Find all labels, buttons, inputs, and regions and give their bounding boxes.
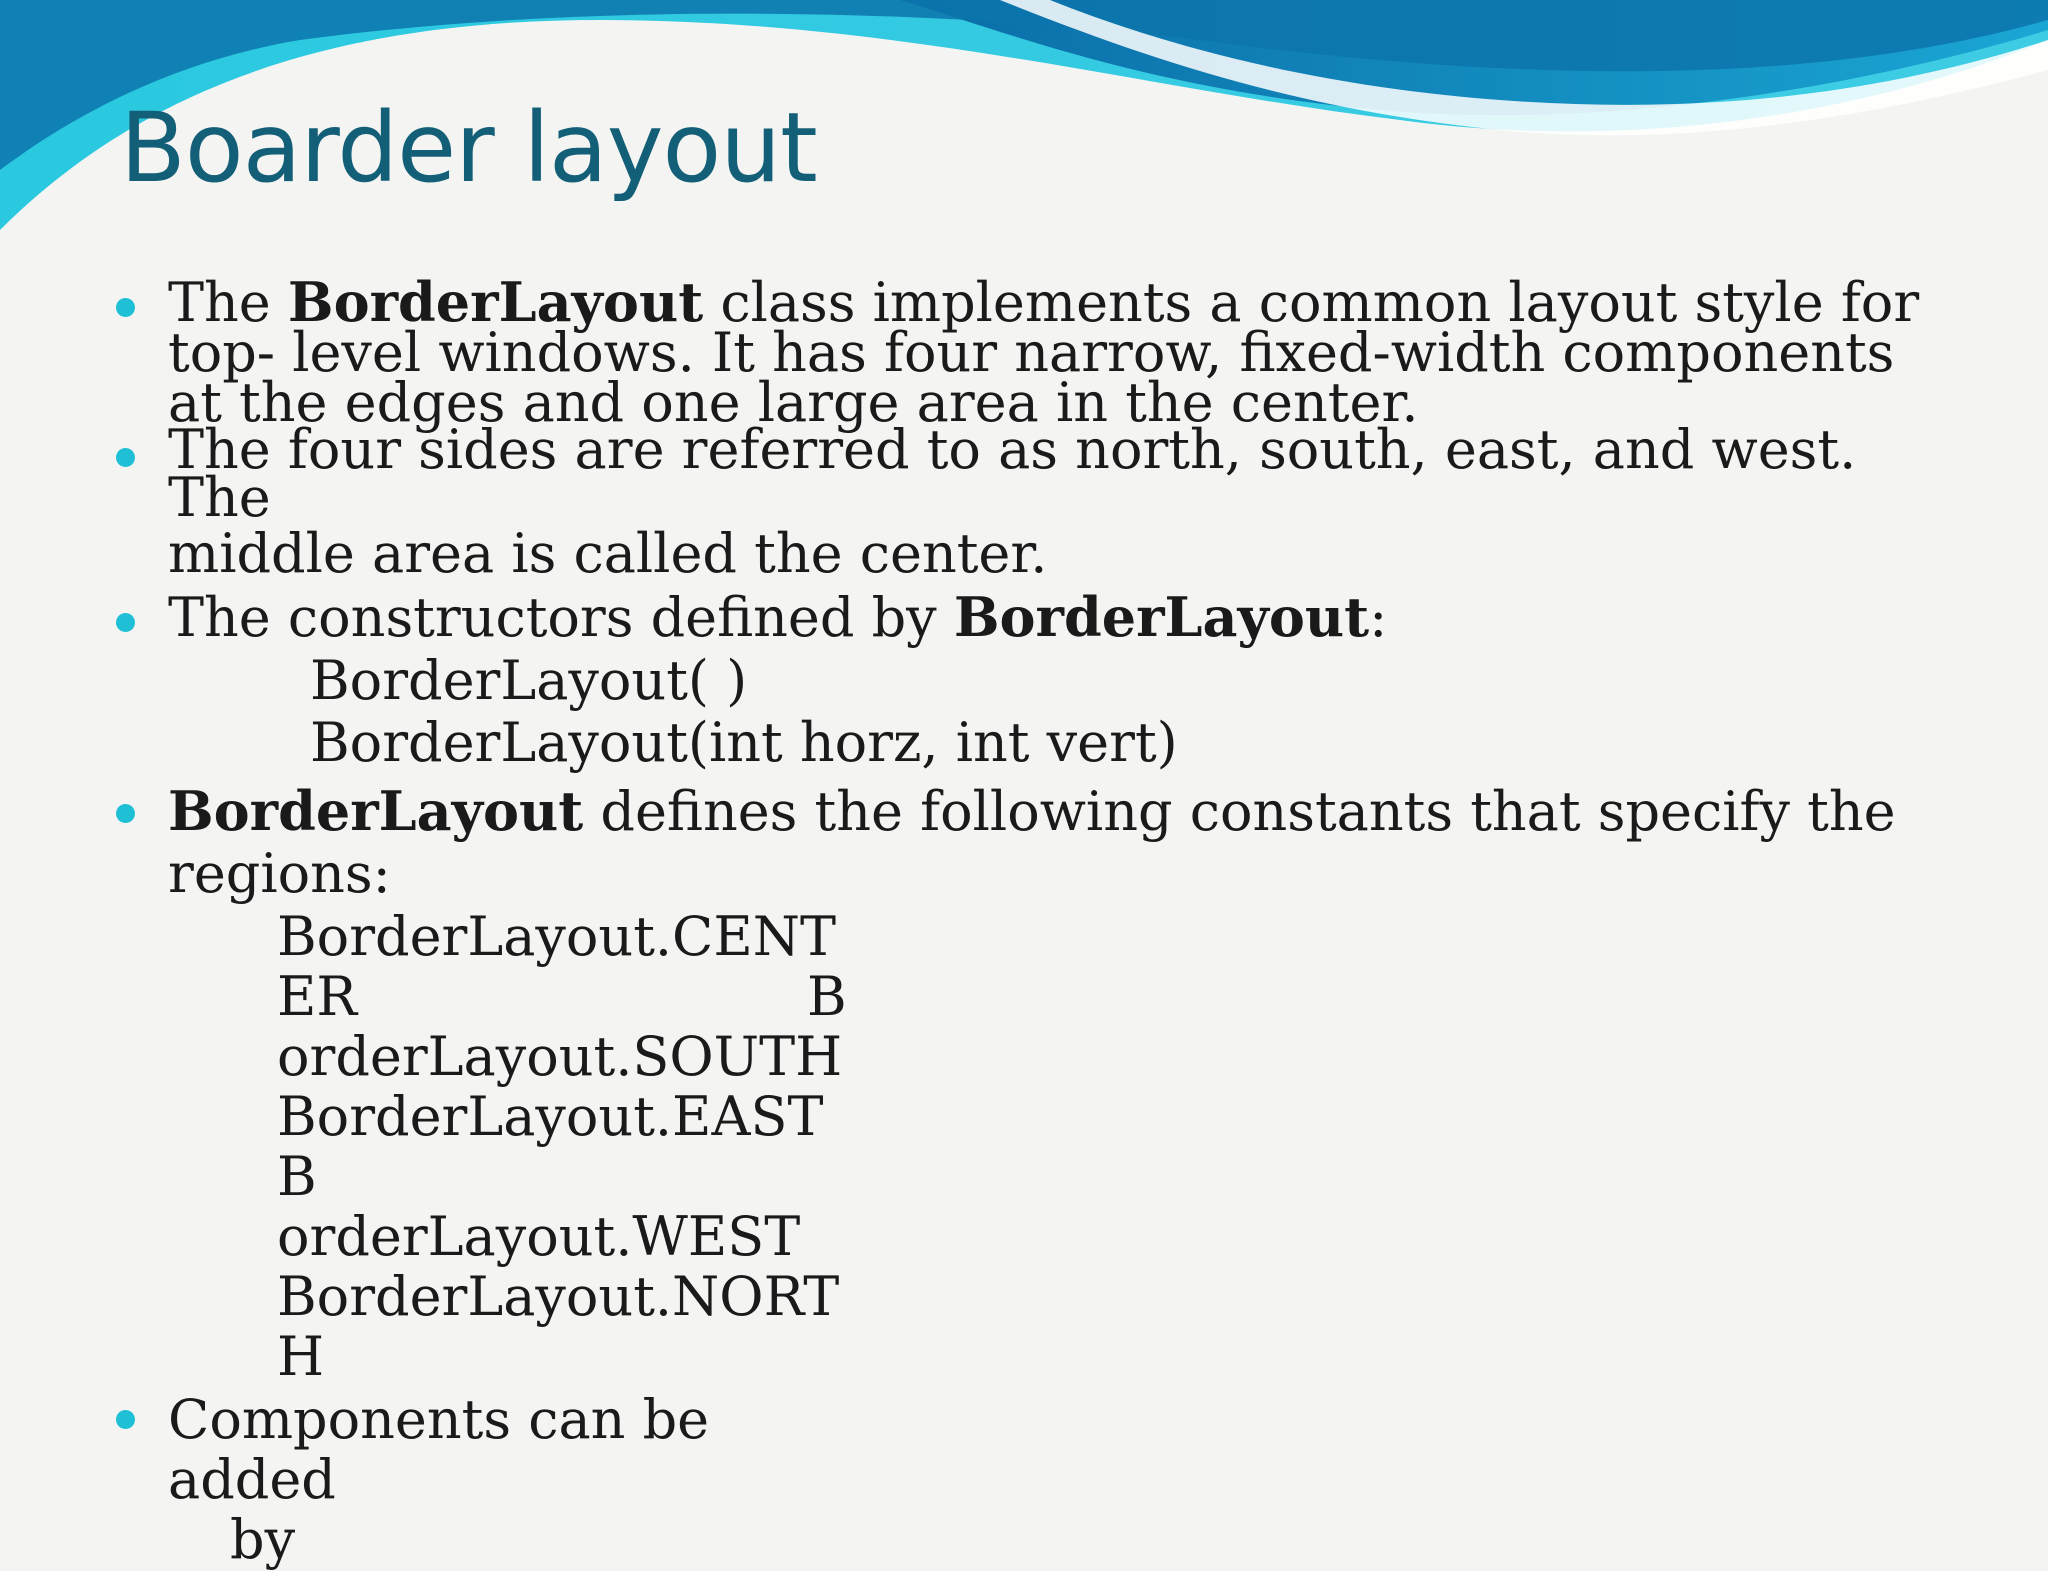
text: The (168, 271, 288, 334)
bullet-borderlayout-class (168, 270, 1920, 434)
constant-line: BorderLayout.EAST (277, 1085, 824, 1148)
bullet-dot-icon (116, 298, 135, 317)
bullet-line: The (168, 466, 271, 529)
constant-line: BorderLayout.NORT (277, 1265, 840, 1328)
bullet-line: middle area is called the center. (168, 522, 1048, 585)
text: class implements a common layout style for (703, 271, 1920, 334)
bold-term: BorderLayout (953, 585, 1370, 649)
text: : (1369, 586, 1388, 649)
bullet-dot-icon (116, 1410, 135, 1429)
constant-line: orderLayout.SOUTH (277, 1025, 843, 1088)
constant-line: BorderLayout.CENT (277, 905, 837, 968)
bullet-four-sides (168, 418, 1857, 585)
constant-line: orderLayout.WEST (277, 1205, 801, 1268)
bullet-line: regions: (168, 842, 391, 905)
constant-line: H (277, 1325, 325, 1388)
constructor-default: BorderLayout( ) (310, 649, 748, 712)
bullet-components-added (168, 1390, 709, 1570)
constant-line: ER (277, 965, 358, 1028)
constructor-gaps: BorderLayout(int horz, int vert) (310, 711, 1178, 774)
bullet-line: at the edges and one large area in the center. (168, 371, 1419, 434)
bullet-constructors (168, 585, 1388, 649)
bullet-line (168, 585, 1388, 649)
bullet-line: The four sides are referred to as north, south, east, and west. (168, 418, 1857, 481)
text: defines the following constants that specify the (583, 780, 1896, 843)
bullet-line: Components can be (168, 1388, 710, 1451)
bold-term: BorderLayout (287, 270, 704, 334)
bullet-dot-icon (116, 448, 135, 467)
constant-line: B (807, 965, 847, 1028)
bullet-dot-icon (116, 613, 135, 632)
bullet-line: by (230, 1508, 296, 1571)
bullet-constants (168, 780, 1896, 905)
text: The constructors defined by (168, 586, 954, 649)
bullet-line: top- level windows. It has four narrow, fixed-width components (168, 321, 1895, 384)
bullet-dot-icon (116, 804, 135, 823)
bullet-line: added (168, 1448, 336, 1511)
slide-title: Boarder layout (120, 92, 817, 204)
bold-term: BorderLayout (168, 779, 584, 843)
bullet-line (168, 780, 1896, 843)
constant-line: B (277, 1145, 317, 1208)
